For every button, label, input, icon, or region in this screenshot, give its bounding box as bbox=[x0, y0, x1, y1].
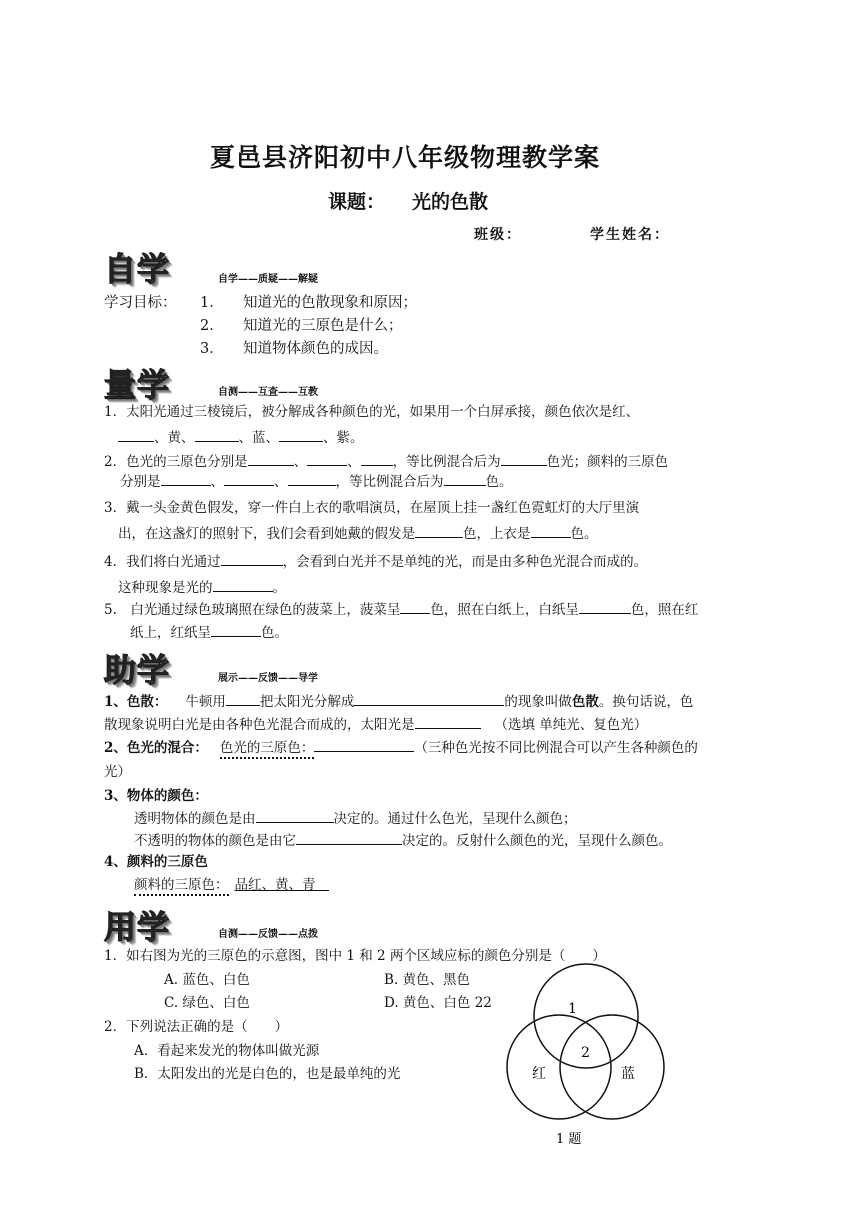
answer-blank[interactable] bbox=[248, 451, 294, 466]
question-5-line-1: 5. 白光通过绿色玻璃照在绿色的菠菜上，菠菜呈 色，照在白纸上，白纸呈 色，照在红 bbox=[104, 599, 698, 619]
question-2-line-2: 分别是 、 、 ，等比例混合后为 色。 bbox=[120, 471, 513, 491]
page-title: 夏邑县济阳初中八年级物理教学案 bbox=[210, 143, 601, 172]
zhuxue-item-3-heading: 3、物体的颜色： bbox=[104, 788, 208, 804]
three-primary-colors-diagram bbox=[500, 950, 680, 1150]
section-sub-yongxue: 自测——反馈——点拨 bbox=[218, 929, 318, 940]
section-label-liangxue: 量学 bbox=[104, 366, 171, 404]
zhuxue-item-4-heading: 4、颜料的三原色 bbox=[104, 854, 208, 870]
zhuxue-item-1-line-1: 1、色散： 牛顿用 把太阳光分解成 的现象叫做色散。换句话说，色 bbox=[104, 691, 693, 711]
section-sub-zixue: 自学——质疑——解疑 bbox=[218, 274, 318, 285]
goal-num: 2． bbox=[200, 318, 224, 334]
answer-blank[interactable] bbox=[415, 714, 481, 729]
answer-blank[interactable] bbox=[296, 830, 402, 845]
zhuxue-item-3-line-2: 不透明的物体的颜色是由它 决定的。反射什么颜色的光，呈现什么颜色。 bbox=[134, 830, 672, 850]
question-3-line-2: 出，在这盏灯的照射下，我们会看到她戴的假发是 色，上衣是 色。 bbox=[118, 523, 598, 543]
answer-blank[interactable] bbox=[279, 427, 323, 442]
region-label-red: 红 bbox=[532, 1066, 546, 1082]
goal-text: 知道物体颜色的成因。 bbox=[243, 341, 388, 357]
answer-blank[interactable] bbox=[361, 451, 393, 466]
zhuxue-item-4-line-1: 颜料的三原色： 品红、黄、青 bbox=[134, 876, 329, 894]
region-label-blue: 蓝 bbox=[621, 1066, 635, 1082]
answer-blank[interactable] bbox=[354, 691, 504, 706]
topic-label: 课题： bbox=[328, 191, 386, 213]
goal-text: 知道光的三原色是什么； bbox=[243, 318, 403, 334]
question-1-line-1: 1．太阳光通过三棱镜后，被分解成各种颜色的光，如果用一个白屏承接，颜色依次是红、 bbox=[104, 404, 640, 420]
zhuxue-item-2-line-1: 2、色光的混合： 色光的三原色： （三种色光按不同比例混合可以产生各种颜色的 bbox=[104, 737, 698, 757]
option-a[interactable]: A．看起来发光的物体叫做光源 bbox=[134, 1043, 320, 1059]
goal-num: 1． bbox=[200, 295, 224, 311]
answer-blank[interactable] bbox=[256, 808, 334, 823]
student-name-label: 学生姓名： bbox=[590, 227, 670, 243]
option-b[interactable]: B. 黄色、黑色 bbox=[384, 972, 471, 988]
section-sub-liangxue: 自测——互查——互教 bbox=[218, 387, 318, 398]
answer-blank[interactable] bbox=[226, 691, 260, 706]
answer-blank[interactable] bbox=[221, 551, 283, 566]
figure-caption: 1 题 bbox=[556, 1132, 582, 1147]
question-1-line-2: 、黄、 、蓝、 、紫。 bbox=[118, 427, 364, 447]
option-a[interactable]: A. 蓝色、白色 bbox=[164, 972, 250, 988]
answer-blank[interactable] bbox=[224, 471, 274, 486]
goal-text: 知道光的色散现象和原因； bbox=[243, 295, 417, 311]
option-d[interactable]: D. 黄色、白色 22 bbox=[384, 995, 492, 1011]
answer-blank[interactable] bbox=[161, 471, 211, 486]
practice-question-1: 1．如右图为光的三原色的示意图，图中 1 和 2 两个区域应标的颜色分别是（ ） bbox=[104, 948, 606, 964]
answer-blank[interactable] bbox=[288, 471, 336, 486]
answer-blank[interactable] bbox=[531, 523, 571, 538]
answer-blank[interactable] bbox=[118, 427, 154, 442]
question-4-line-2: 这种现象是光的 。 bbox=[118, 577, 286, 597]
section-sub-zhuxue: 展示——反馈——导学 bbox=[218, 673, 318, 684]
question-3-line-1: 3．戴一头金黄色假发，穿一件白上衣的歌唱演员，在屋顶上挂一盏红色霓虹灯的大厅里演 bbox=[104, 500, 640, 516]
answer-blank[interactable] bbox=[501, 451, 547, 466]
section-label-yongxue: 用学 bbox=[104, 908, 171, 946]
zhuxue-item-1-line-2: 散现象说明白光是由各种色光混合而成的，太阳光是 （选填 单纯光、复色光） bbox=[104, 714, 647, 734]
answer-blank[interactable] bbox=[314, 737, 414, 752]
answer-blank[interactable] bbox=[213, 577, 273, 592]
practice-question-2: 2．下列说法正确的是（ ） bbox=[104, 1019, 289, 1035]
question-2-line-1: 2．色光的三原色分别是 、 、 ，等比例混合后为 色光；颜料的三原色 bbox=[104, 451, 668, 471]
answer-blank[interactable] bbox=[579, 599, 631, 614]
topic-name: 光的色散 bbox=[412, 191, 489, 213]
answer-blank[interactable] bbox=[211, 622, 261, 637]
question-5-line-2: 纸上，红纸呈 色。 bbox=[130, 622, 288, 642]
answer-blank[interactable] bbox=[415, 523, 463, 538]
answer-blank[interactable] bbox=[195, 427, 239, 442]
question-4-line-1: 4．我们将白光通过 ，会看到白光并不是单纯的光，而是由多种色光混合而成的。 bbox=[104, 551, 647, 571]
answer-blank[interactable] bbox=[400, 599, 430, 614]
option-b[interactable]: B．太阳发出的光是白色的，也是最单纯的光 bbox=[134, 1066, 401, 1082]
zhuxue-item-3-line-1: 透明物体的颜色是由 决定的。通过什么色光，呈现什么颜色； bbox=[134, 808, 577, 828]
region-label-1: 1 bbox=[568, 1001, 577, 1017]
section-label-zhuxue: 助学 bbox=[104, 651, 171, 689]
section-label-zixue: 自学 bbox=[104, 250, 171, 288]
zhuxue-item-2-line-2: 光） bbox=[104, 764, 131, 780]
option-c[interactable]: C. 绿色、白色 bbox=[164, 995, 250, 1011]
answer-blank[interactable] bbox=[307, 451, 347, 466]
region-label-2: 2 bbox=[581, 1045, 590, 1061]
class-label: 班级： bbox=[474, 227, 522, 243]
goal-num: 3． bbox=[200, 341, 224, 357]
goals-label: 学习目标： bbox=[104, 295, 177, 311]
answer-blank[interactable] bbox=[444, 471, 486, 486]
